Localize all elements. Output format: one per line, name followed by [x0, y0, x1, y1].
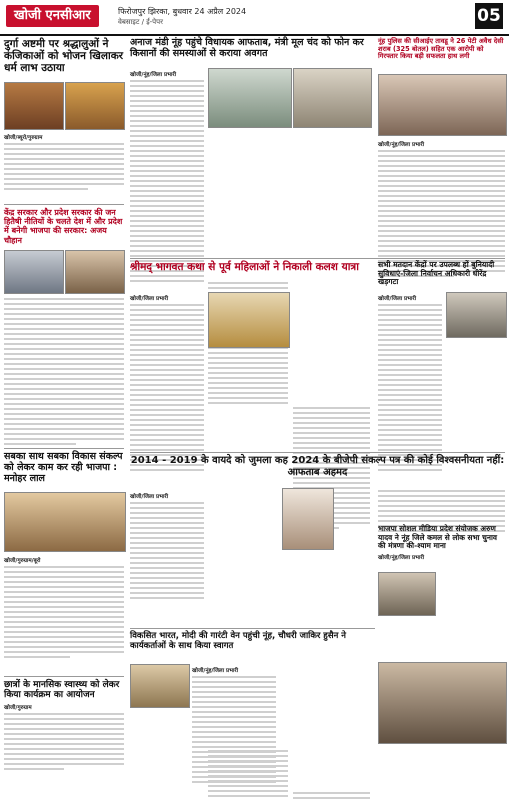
masthead	[0, 0, 509, 36]
headline-durga: दुर्गा अष्टमी पर श्रद्धालुओं ने कंजिकाओं को भोजन खिलाकर धर्म लाभ उठाया	[4, 38, 124, 75]
body-lines-durga	[4, 143, 124, 190]
photo-police	[378, 74, 507, 136]
article-vikas	[4, 452, 124, 485]
body-lines-mandi-1	[130, 80, 204, 282]
body-lines-bhagwat-3	[293, 792, 370, 800]
headline-mandi: अनाज मंडी नूंह पहुंचे विधायक आफताब, मंत्री मूल चंद को फोन कर किसानों की समस्याओं से कराया अवगत	[130, 37, 364, 59]
headline-vikas: सबका साथ सबका विकास संकल्प को लेकर काम कर रही भाजपा : मनोहर लाल	[4, 451, 123, 484]
body-vikas	[4, 554, 124, 661]
article-bhagwat	[130, 261, 370, 273]
byline-matdan: खोजी/जिला प्रभारी	[378, 296, 417, 302]
body-lines-vikas	[4, 566, 124, 658]
headline-jumla: 2014 - 2019 के वायदे को जुमला कह 2024 के बीजेपी संकल्प पत्र की कोई विश्वसनीयता नहीं: आफताब अहमद	[130, 455, 505, 478]
article-matdan	[378, 261, 505, 287]
byline-bhagwat: खोजी/जिला प्रभारी	[130, 296, 169, 302]
dateline-sub: वेबसाइट / ई-पेपर	[118, 18, 163, 26]
body-durga	[4, 131, 124, 193]
photo-durga-1	[4, 82, 64, 130]
article-mandi	[130, 38, 370, 60]
body-matdan	[378, 292, 442, 474]
body-lines-viksit-1	[192, 676, 276, 783]
byline-police: खोजी/नूंह/जिला प्रभारी	[378, 142, 425, 148]
body-bhagwat-col1	[130, 292, 204, 474]
headline-viksit: विकसित भारत, मोदी की गारंटी वेन पहुंची नूंह, चौधरी जाकिर हुसैन ने कार्यकर्ताओं के साथ किया स्वागत	[130, 631, 346, 651]
photo-bhagwat	[208, 292, 290, 348]
article-police	[378, 38, 505, 61]
article-media	[378, 525, 505, 563]
byline-vikas: खोजी/गुरुग्राम/बूरो	[4, 558, 41, 564]
photo-jumla-portrait	[282, 488, 334, 550]
body-lines-jumla-1	[130, 502, 204, 599]
photo-viksit	[130, 664, 190, 708]
dateline: फिरोजपुर झिरका, बुधवार 24 अप्रैल 2024	[118, 7, 247, 16]
body-jumla-col1	[130, 490, 204, 602]
photo-durga-2	[65, 82, 125, 130]
article-durga	[4, 38, 124, 74]
photo-matdan	[446, 292, 507, 338]
headline-matdan: सभी मतदान केंद्रों पर उपलब्ध हों बुनियादी सुविधाएं-जिला निर्वाचन अधिकारी धीरेंद्र खड़गटा	[378, 260, 495, 287]
byline-durga: खोजी/ब्यूरो/गुरुग्राम	[4, 135, 43, 141]
article-kendra	[4, 208, 124, 245]
headline-bhagwat: श्रीमद् भागवत कथा से पूर्व महिलाओं ने निकाली कलश यात्रा	[130, 261, 359, 273]
photo-mandi-1	[208, 68, 292, 128]
article-chhatra	[4, 680, 124, 773]
photo-vikas	[4, 492, 126, 552]
page-number: 05	[475, 3, 503, 29]
headline-media: भाजपा सोशल मीडिया प्रदेश संयोजक अरुण यादव ने नूंह जिले कमल से लोक सभा चुनाव की मंत्रणा की-श्याम माना	[378, 524, 497, 551]
brand-logo: खोजी एनसीआर	[6, 5, 99, 27]
photo-mandi-2	[293, 68, 372, 128]
byline-media: खोजी/नूंह/जिला प्रभारी	[378, 554, 425, 561]
article-jumla	[130, 455, 505, 478]
body-lines-bhagwat-1	[130, 304, 204, 471]
byline-chhatra: खोजी/गुरुग्राम	[4, 704, 32, 711]
body-mandi-col1	[130, 68, 204, 285]
photo-media	[378, 572, 436, 616]
byline-viksit: खोजी/नूंह/जिला प्रभारी	[192, 668, 239, 674]
body-lines-matdan-1	[378, 304, 442, 471]
body-lines-kendra	[4, 298, 124, 445]
headline-chhatra: छात्रों के मानसिक स्वास्थ्य को लेकर किया कार्यक्रम का आयोजन	[4, 680, 120, 701]
byline-mandi: खोजी/नूंह/जिला प्रभारी	[130, 72, 177, 78]
byline-jumla: खोजी/जिला प्रभारी	[130, 494, 169, 500]
photo-media-group	[378, 662, 507, 744]
photo-kendra-2	[65, 250, 125, 294]
headline-police: नूंह पुलिस की सीआईए तावडू ने 26 पेटी अवैध देसी शराब (325 बोतल) सहित एक आरोपी को गिरफ्तार किया बड़ी सफलता हाथ लगी	[378, 37, 504, 61]
article-viksit	[130, 632, 375, 652]
body-viksit	[192, 664, 276, 786]
body-lines-chhatra	[4, 713, 124, 770]
headline-kendra: केंद्र सरकार और प्रदेश सरकार की जन हितैषी नीतियों के चलते देश में और प्रदेश में बनेगी भाजपा की सरकार: अजय चौहान	[4, 208, 123, 245]
photo-kendra-1	[4, 250, 64, 294]
